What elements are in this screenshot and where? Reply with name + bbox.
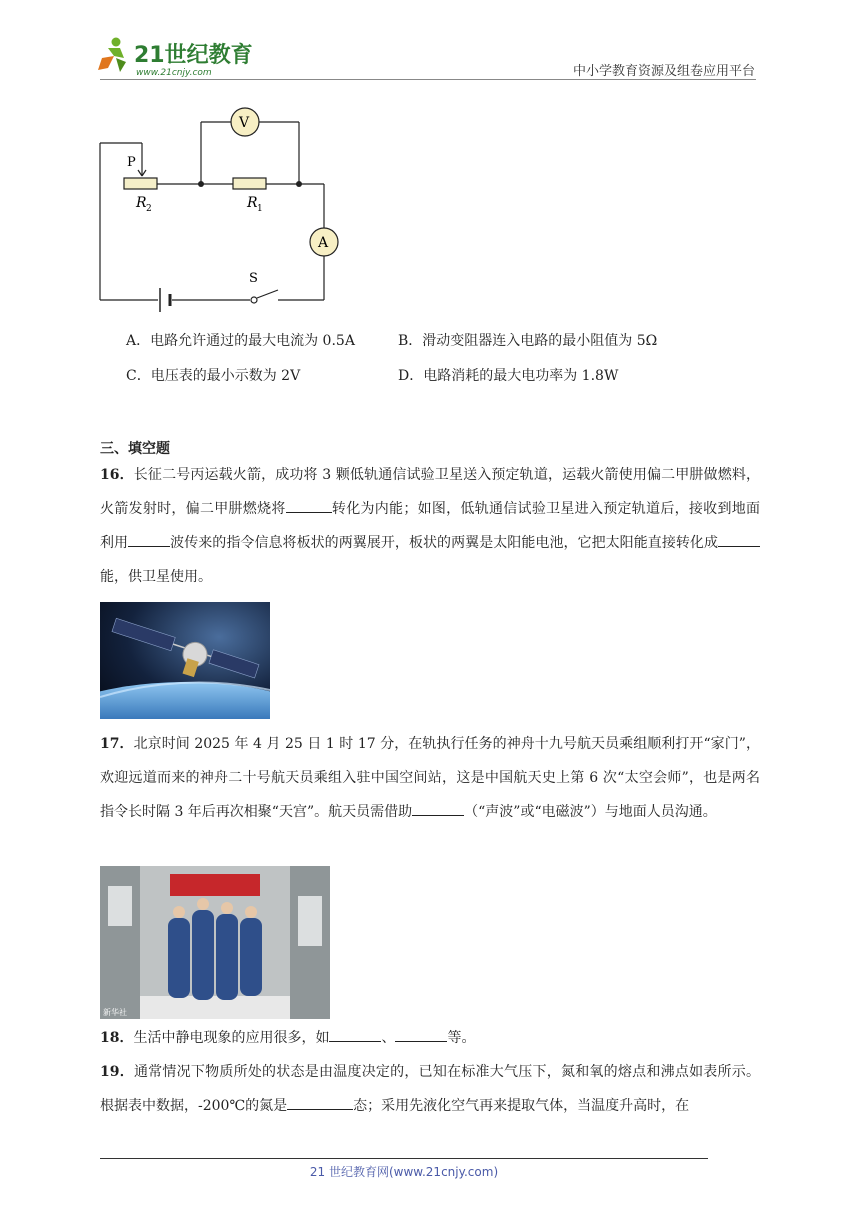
rheostat-r2	[124, 155, 157, 214]
site-logo	[94, 36, 264, 80]
question-number: 19．	[100, 1064, 134, 1080]
runner-icon	[98, 38, 126, 73]
answer-blank[interactable]	[412, 801, 464, 816]
svg-text:S: S	[249, 271, 258, 286]
battery	[160, 288, 170, 312]
question-19: 19．通常情况下物质所处的状态是由温度决定的，已知在标准大气压下，氮和氧的熔点和沸点如表所示。根据表中数据，-200℃的氮是 态；采用先液化空气再来提取气体，当温度升高时，在	[100, 1064, 760, 1114]
circuit-diagram	[90, 100, 350, 315]
option-c: C．电压表的最小示数为 2V	[126, 368, 301, 384]
resistor-r1	[233, 178, 266, 214]
svg-text:R: R	[136, 195, 147, 211]
answer-blank[interactable]	[718, 532, 760, 547]
option-a: A．电路允许通过的最大电流为 0.5A	[126, 333, 355, 349]
svg-text:1: 1	[257, 204, 263, 214]
platform-name: 中小学教育资源及组卷应用平台	[572, 64, 755, 79]
astronaut-photo	[100, 866, 330, 1019]
svg-text:R: R	[247, 195, 258, 211]
ammeter	[310, 228, 338, 256]
satellite-image	[100, 602, 270, 719]
svg-text:新华社: 新华社	[103, 1008, 127, 1017]
question-number: 18．	[100, 1030, 134, 1046]
footer-divider	[100, 1158, 708, 1159]
svg-text:V: V	[239, 115, 250, 131]
svg-text:www.21cnjy.com: www.21cnjy.com	[136, 68, 212, 78]
answer-blank[interactable]	[329, 1027, 381, 1042]
answer-blank[interactable]	[286, 498, 332, 513]
footer-text[interactable]: 21 世纪教育网(www.21cnjy.com)	[309, 1165, 499, 1179]
question-number: 17．	[100, 736, 134, 752]
option-d: D．电路消耗的最大电功率为 1.8W	[398, 368, 619, 384]
answer-blank[interactable]	[287, 1095, 353, 1110]
svg-text:P: P	[127, 155, 136, 170]
question-number: 16．	[100, 467, 134, 483]
svg-text:21世纪教育: 21世纪教育	[134, 43, 253, 68]
header-divider	[100, 79, 756, 80]
question-16: 16．长征二号丙运载火箭，成功将 3 颗低轨通信试验卫星送入预定轨道，运载火箭使用偏二甲肼做燃料，火箭发射时，偏二甲肼燃烧将 转化为内能；如图，低轨通信试验卫星进入预定轨道后，接收到地面利用 波传来的指令信息将板状的两翼展开，板状的两翼是太阳能电池，它把太阳能直接转化成能，供卫星使用。	[100, 467, 761, 585]
voltmeter	[231, 108, 259, 136]
question-18: 18．生活中静电现象的应用很多，如 、 等。	[100, 1021, 760, 1055]
answer-blank[interactable]	[395, 1027, 447, 1042]
option-b: B．滑动变阻器连入电路的最小阻值为 5Ω	[398, 333, 658, 349]
switch	[249, 271, 258, 303]
svg-text:2: 2	[146, 204, 152, 214]
question-17: 17．北京时间 2025 年 4 月 25 日 1 时 17 分，在轨执行任务的神舟十九号航天员乘组顺利打开“家门”，欢迎远道而来的神舟二十号航天员乘组入驻中国空间站，这是中国航天史上第 6 次“太空会师”，也是两名指令长时隔 3 年后再次相聚“天宫”。航天员需借助 （“声波”或“电磁波”）与地面人员沟通。	[100, 736, 761, 820]
answer-blank[interactable]	[128, 532, 170, 547]
section-title: 三、填空题	[100, 441, 170, 457]
svg-text:A: A	[318, 235, 329, 251]
